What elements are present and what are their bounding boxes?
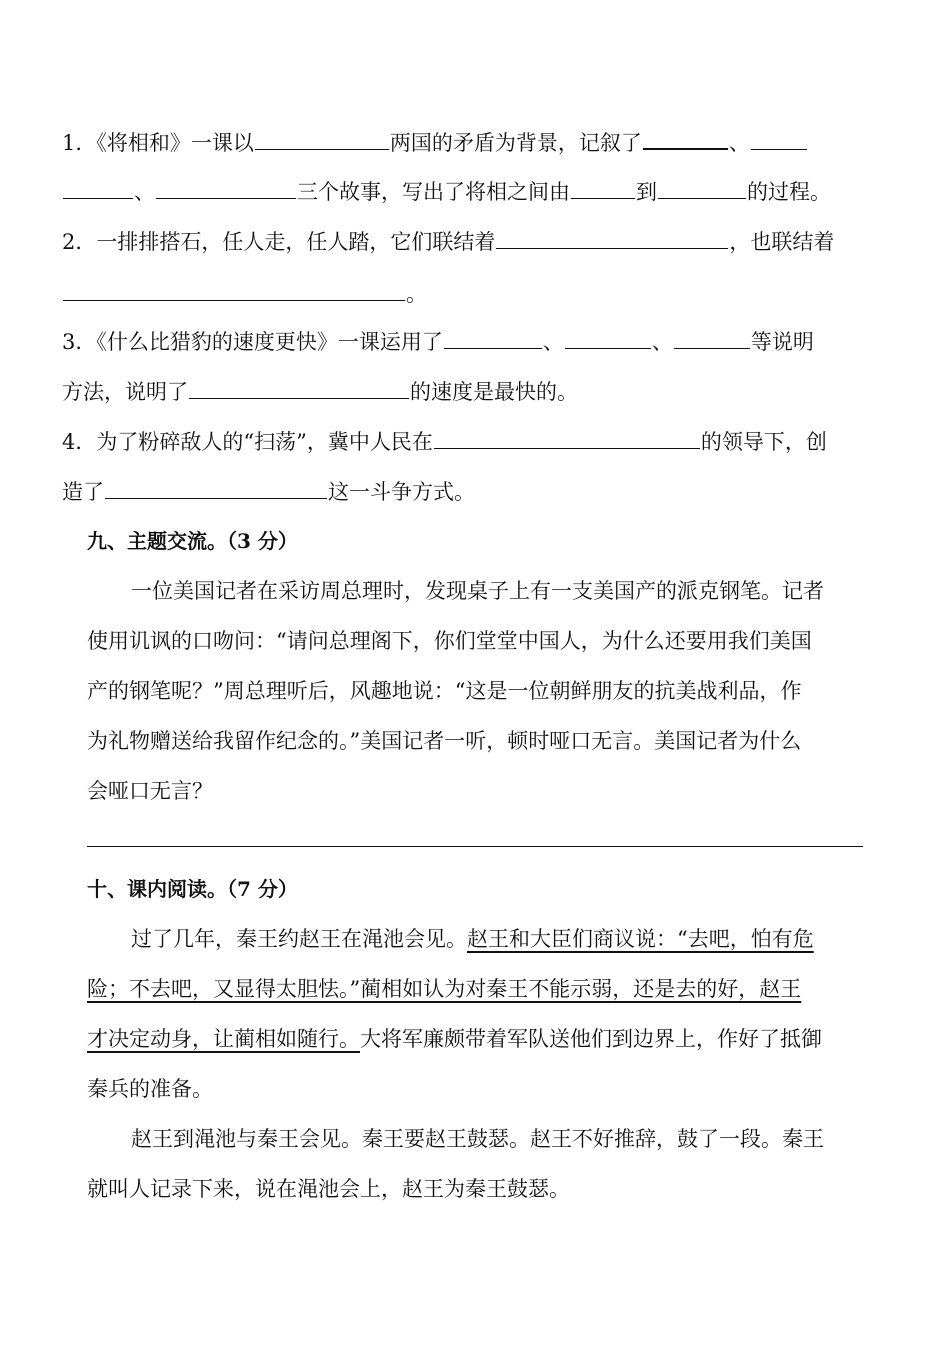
q1-blank-5[interactable] [571,176,635,199]
section10-line1-underlined: 赵王和大臣们商议说：“去吧，怕有危 [467,927,814,951]
q1-line2 [62,176,831,207]
q3-text-b: 、 [542,330,564,354]
section9-para-line5: 会哑口无言？ [87,779,213,803]
q2-text-b: ，也联结着 [729,230,835,254]
q3-text-c: 、 [651,330,673,354]
q2-text-c: 。 [406,282,427,306]
section9-para-line4: 为礼物赠送给我留作纪念的。”美国记者一听，顿时哑口无言。美国记者为什么 [87,729,802,753]
q2-blank-1[interactable] [496,226,728,249]
q2-line2 [62,278,427,309]
q2-blank-2[interactable] [63,278,405,301]
section10-line2-underlined: 险；不去吧，又显得太胆怯。”蔺相如认为对秦王不能示弱，还是去的好，赵王 [87,977,802,1001]
q4-text-d: 这一斗争方式。 [328,480,475,504]
q3-blank-2[interactable] [565,326,651,349]
section9-para-line2: 使用讥讽的口吻问：“请问总理阁下，你们堂堂中国人，为什么还要用我们美国 [87,629,812,653]
q3-blank-1[interactable] [444,326,542,349]
section10-line6: 就叫人记录下来，说在渑池会上，赵王为秦王鼓瑟。 [87,1177,570,1201]
q3-text-f: 的速度是最快的。 [410,380,578,404]
q3-line1 [62,326,814,357]
q2-text-a: 2．一排排搭石，任人走，任人踏，它们联结着 [62,230,496,254]
q4-text-b: 的领导下，创 [700,430,827,454]
q1-blank-1[interactable] [255,127,389,150]
q1-line1 [62,126,808,158]
q1-text-g: 的过程。 [747,180,831,204]
q1-blank-3a[interactable] [751,127,807,150]
q2-line1 [62,226,834,257]
q1-blank-4[interactable] [156,176,296,199]
q1-text-a: 1．《将相和》一课以 [62,131,254,155]
q4-blank-2[interactable] [105,476,327,499]
q1-blank-3b[interactable] [63,176,133,199]
section10-line3 [87,1024,822,1054]
q4-line1 [62,426,827,457]
q4-text-a: 4．为了粉碎敌人的“扫荡”，冀中人民在 [62,430,433,454]
section10-line1 [131,924,814,954]
section9-heading: 九、主题交流。（3 分） [87,529,298,553]
q4-blank-1[interactable] [434,426,700,449]
q3-text-a: 3．《什么比猎豹的速度更快》一课运用了 [62,330,443,354]
q3-text-e: 方法，说明了 [62,380,188,404]
q3-line2 [62,376,578,407]
q3-blank-4[interactable] [189,376,409,399]
q1-text-f: 到 [636,180,657,204]
section9-para-line3: 产的钢笔呢？”周总理听后，风趣地说：“这是一位朝鲜朋友的抗美战利品，作 [87,679,802,703]
section10-line5: 赵王到渑池与秦王会见。秦王要赵王鼓瑟。赵王不好推辞，鼓了一段。秦王 [131,1127,824,1151]
q1-blank-2[interactable] [643,126,728,150]
q3-text-d: 等说明 [750,330,814,354]
q1-text-b: 两国的矛盾为背景，记叙了 [389,131,642,155]
section9-answer-line[interactable] [87,846,863,847]
section10-line3-underlined: 才决定动身，让蔺相如随行。 [87,1027,360,1051]
q1-blank-6[interactable] [658,176,746,199]
section10-line4: 秦兵的准备。 [87,1077,213,1101]
section10-heading: 十、课内阅读。（7 分） [87,877,298,901]
q4-text-c: 造了 [62,480,104,504]
section10-line3-plain: 大将军廉颇带着军队送他们到边界上，作好了抵御 [360,1027,822,1051]
q1-text-c: 、 [728,131,750,155]
q1-text-e: 三个故事，写出了将相之间由 [297,180,570,204]
q3-blank-3[interactable] [674,326,750,349]
section9-para-line1: 一位美国记者在采访周总理时，发现桌子上有一支美国产的派克钢笔。记者 [131,579,824,603]
q4-line2 [62,476,475,507]
q1-text-d: 、 [134,180,155,204]
section10-line1-plain: 过了几年，秦王约赵王在渑池会见。 [131,927,467,951]
